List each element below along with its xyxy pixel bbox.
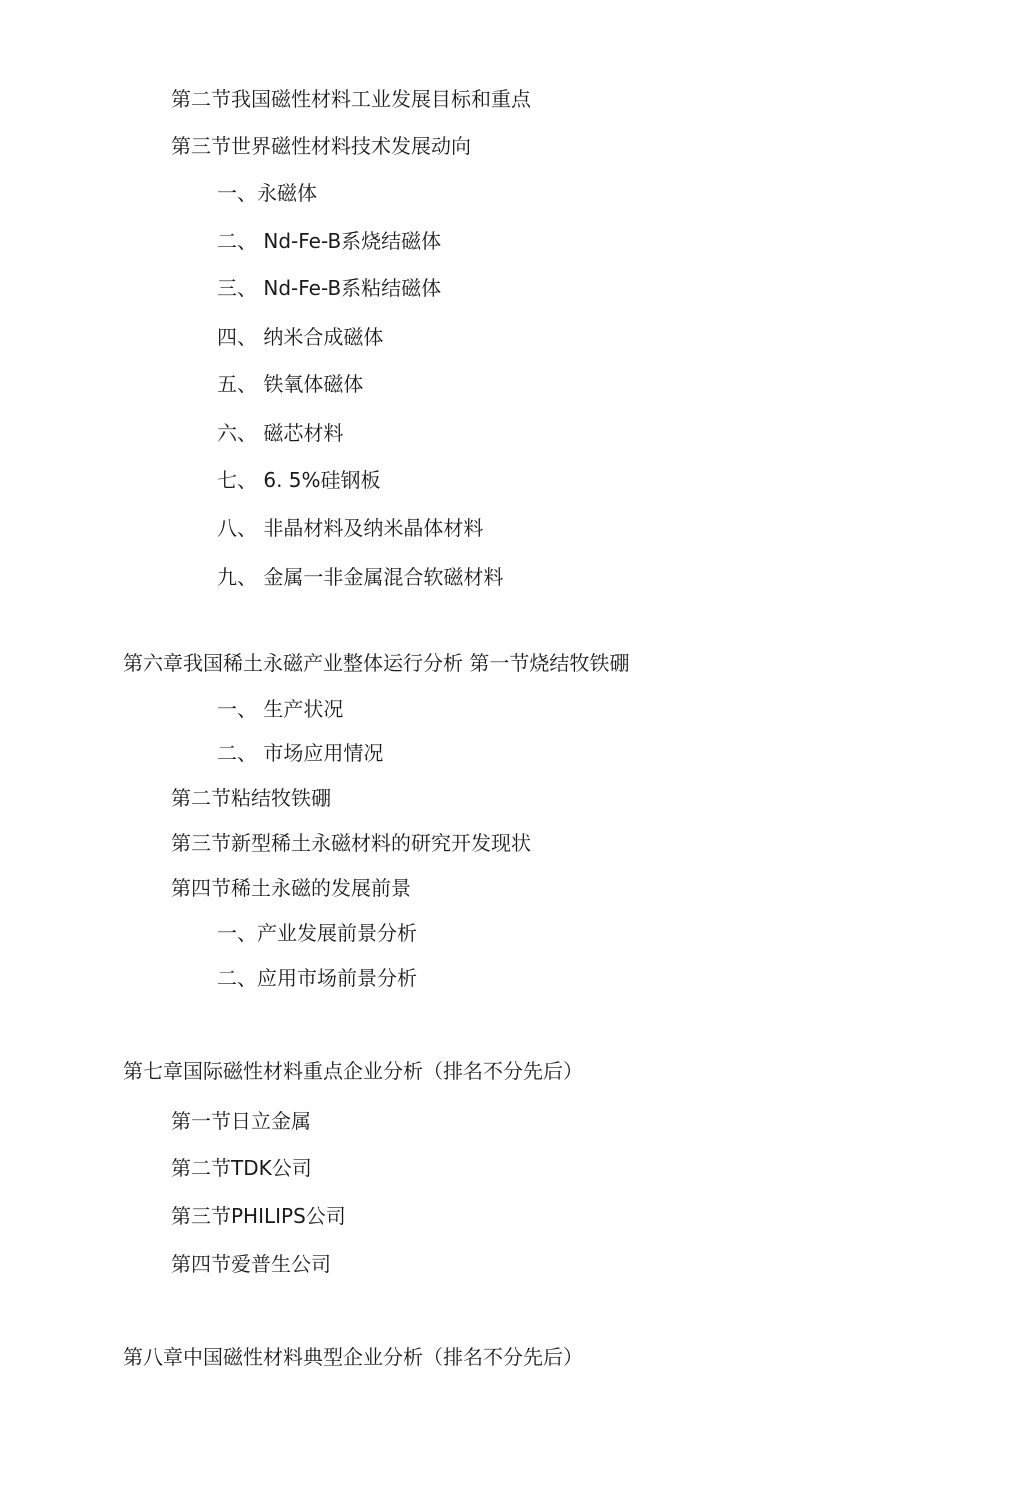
toc-item: 五、 铁氧体磁体 bbox=[217, 372, 364, 396]
toc-section-heading: 第二节我国磁性材料工业发展目标和重点 bbox=[171, 87, 531, 111]
toc-section-heading: 第二节粘结牧铁硼 bbox=[171, 786, 331, 810]
toc-item: 九、 金属一非金属混合软磁材料 bbox=[217, 565, 504, 589]
toc-item: 七、 6. 5%硅钢板 bbox=[217, 468, 381, 492]
toc-section-heading: 第四节爱普生公司 bbox=[171, 1252, 331, 1276]
toc-item: 二、 Nd-Fe-B系烧结磁体 bbox=[217, 229, 442, 253]
toc-item: 三、 Nd-Fe-B系粘结磁体 bbox=[217, 276, 442, 300]
toc-item: 一、 生产状况 bbox=[217, 697, 344, 721]
toc-chapter-heading: 第八章中国磁性材料典型企业分析（排名不分先后） bbox=[123, 1345, 583, 1369]
toc-chapter-heading: 第六章我国稀土永磁产业整体运行分析 第一节烧结牧铁硼 bbox=[123, 651, 630, 675]
toc-item: 一、产业发展前景分析 bbox=[217, 921, 417, 945]
toc-item: 六、 磁芯材料 bbox=[217, 421, 344, 445]
toc-section-heading: 第一节日立金属 bbox=[171, 1109, 311, 1133]
toc-section-heading: 第三节PHILIPS公司 bbox=[171, 1204, 346, 1228]
toc-section-heading: 第三节新型稀土永磁材料的研究开发现状 bbox=[171, 831, 531, 855]
toc-chapter-heading: 第七章国际磁性材料重点企业分析（排名不分先后） bbox=[123, 1059, 583, 1083]
toc-section-heading: 第四节稀土永磁的发展前景 bbox=[171, 876, 411, 900]
toc-item: 四、 纳米合成磁体 bbox=[217, 325, 384, 349]
toc-item: 二、应用市场前景分析 bbox=[217, 966, 417, 990]
toc-item: 八、 非晶材料及纳米晶体材料 bbox=[217, 516, 484, 540]
toc-item: 一、永磁体 bbox=[217, 181, 317, 205]
toc-item: 二、 市场应用情况 bbox=[217, 741, 384, 765]
toc-section-heading: 第二节TDK公司 bbox=[171, 1156, 312, 1180]
toc-section-heading: 第三节世界磁性材料技术发展动向 bbox=[171, 134, 471, 158]
